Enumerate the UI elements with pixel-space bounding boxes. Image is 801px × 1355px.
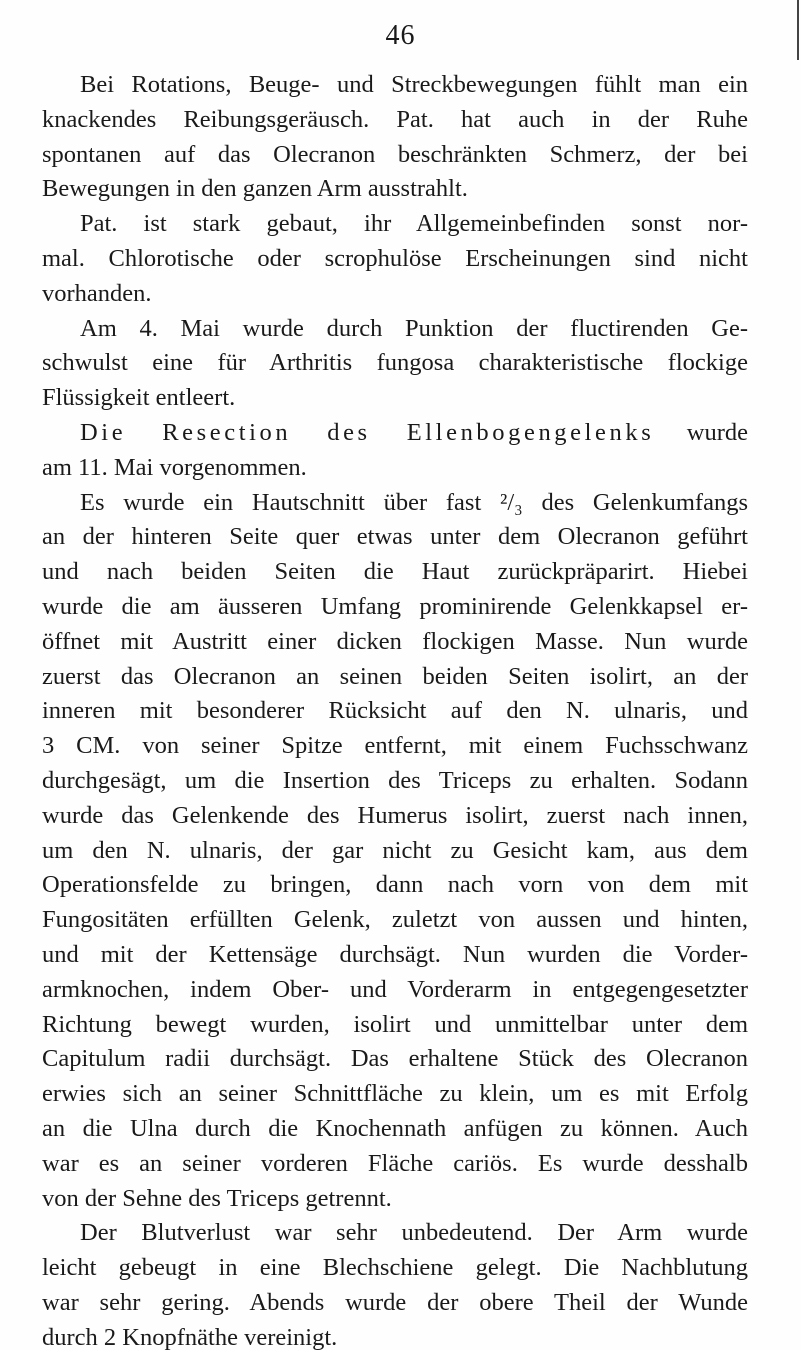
text-line: 3 CM. von seiner Spitze entfernt, mit einem Fuchsschwanz: [42, 732, 748, 760]
text-line: öffnet mit Austritt einer dicken flockigen Masse. Nun wurde: [42, 627, 748, 655]
text-line: und mit der Kettensäge durchsägt. Nun wurden die Vorder-: [42, 940, 748, 968]
page-number: 46: [385, 20, 416, 51]
text-line: inneren mit besonderer Rücksicht auf den N. ulnaris, und: [42, 697, 748, 725]
text-line: erwies sich an seiner Schnittfläche zu klein, um es mit Erfolg: [42, 1080, 748, 1108]
text-line: war es an seiner vorderen Fläche cariös. Es wurde desshalb: [42, 1149, 748, 1177]
text-line: Der Blutverlust war sehr unbedeutend. Der Arm wurde: [80, 1219, 748, 1247]
text-line: spontanen auf das Olecranon beschränkten Schmerz, der bei: [42, 140, 748, 168]
text-line: wurde das Gelenkende des Humerus isolirt, zuerst nach innen,: [42, 801, 748, 829]
text-line: knackendes Reibungsgeräusch. Pat. hat auch in der Ruhe: [42, 105, 748, 133]
text-line: Bei Rotations, Beuge- und Streckbewegungen fühlt man ein: [80, 71, 748, 98]
text-line: und nach beiden Seiten die Haut zurückpräparirt. Hiebei: [42, 558, 748, 586]
text-line: am 11. Mai vorgenommen.: [42, 453, 307, 481]
text-line: armknochen, indem Ober- und Vorderarm in entgegengesetzter: [42, 975, 748, 1003]
text-line: von der Sehne des Triceps getrennt.: [42, 1184, 392, 1212]
text-line: [42, 416, 748, 451]
text-line: zuerst das Olecranon an seinen beiden Seiten isolirt, an der: [42, 662, 748, 690]
text-fragment: wurde: [654, 418, 748, 446]
text-line: war sehr gering. Abends wurde der obere Theil der Wunde: [42, 1288, 748, 1316]
paragraph: [42, 416, 748, 486]
paragraph: [42, 312, 748, 416]
body-text: [42, 68, 748, 1355]
paragraph: [42, 486, 748, 1217]
text-line: durch 2 Knopfnäthe vereinigt.: [42, 1323, 338, 1351]
text-line: an die Ulna durch die Knochennath anfügen zu können. Auch: [42, 1114, 748, 1142]
text-line: Fungositäten erfüllten Gelenk, zuletzt von aussen und hinten,: [42, 906, 748, 934]
text-line: an der hinteren Seite quer etwas unter dem Olecranon geführt: [42, 523, 748, 551]
text-line: Flüssigkeit entleert.: [42, 384, 236, 412]
text-line: Pat. ist stark gebaut, ihr Allgemeinbefinden sonst nor-: [80, 210, 748, 238]
paragraph: [42, 1216, 748, 1355]
text-line: mal. Chlorotische oder scrophulöse Erscheinungen sind nicht: [42, 244, 748, 272]
paragraph: [42, 68, 748, 207]
spaced-heading: Die Resection des Ellenbogengelenks: [80, 418, 655, 446]
text-line: schwulst eine für Arthritis fungosa charakteristische flockige: [42, 349, 748, 377]
text-line: Bewegungen in den ganzen Arm ausstrahlt.: [42, 175, 468, 203]
text-line: Capitulum radii durchsägt. Das erhaltene Stück des Olecranon: [42, 1045, 748, 1073]
text-line: leicht gebeugt in eine Blechschiene gelegt. Die Nachblutung: [42, 1254, 748, 1282]
text-line: Am 4. Mai wurde durch Punktion der fluctirenden Ge-: [80, 314, 748, 342]
text-line: wurde die am äusseren Umfang prominirende Gelenkkapsel er-: [42, 592, 748, 620]
text-line: Richtung bewegt wurden, isolirt und unmittelbar unter dem: [42, 1010, 748, 1038]
text-line: Es wurde ein Hautschnitt über fast ²/₃ des Gelenkumfangs: [80, 488, 748, 516]
text-line: durchgesägt, um die Insertion des Triceps zu erhalten. Sodann: [42, 766, 748, 794]
text-line: Operationsfelde zu bringen, dann nach vorn von dem mit: [42, 871, 748, 899]
text-line: vorhanden.: [42, 279, 152, 307]
paragraph: [42, 207, 748, 311]
text-line: um den N. ulnaris, der gar nicht zu Gesicht kam, aus dem: [42, 836, 748, 864]
